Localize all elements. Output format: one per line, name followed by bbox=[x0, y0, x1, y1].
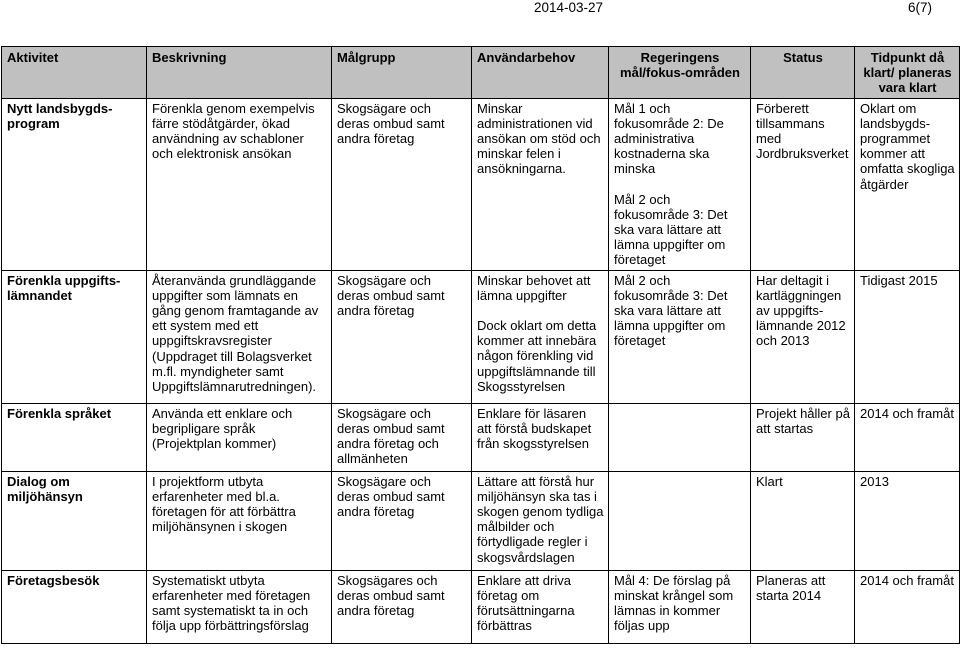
activity-table bbox=[1, 46, 960, 644]
cell-beskrivning: Förenkla genom exempelvis färre stödåtgärder, ökad användning av schabloner och elektronisk ansökan bbox=[147, 98, 332, 270]
cell-malgrupp: Skogsägare och deras ombud samt andra företag och allmänheten bbox=[332, 403, 472, 471]
need-paragraph: Dock oklart om detta kommer att innebära någon förenkling vid uppgiftslämnande till Skogsstyrelsen bbox=[477, 318, 597, 394]
cell-beskrivning: I projektform utbyta erfarenheter med bl.a. företagen för att förbättra miljöhänsynen i skogen bbox=[147, 471, 332, 570]
cell-status: Klart bbox=[751, 471, 855, 570]
cell-anvandarbehov bbox=[472, 270, 609, 403]
cell-aktivitet: Dialog om miljöhänsyn bbox=[2, 471, 147, 570]
cell-tidpunkt: 2014 och framåt bbox=[855, 570, 960, 643]
cell-status: Förberett tillsammans med Jordbruksverket bbox=[751, 98, 855, 270]
column-header-aktivitet: Aktivitet bbox=[2, 47, 147, 99]
table-row bbox=[2, 570, 960, 643]
cell-beskrivning: Systematiskt utbyta erfarenheter med företagen samt systematiskt ta in och följa upp förbättringsförslag bbox=[147, 570, 332, 643]
goal-paragraph: Mål 1 och fokusområde 2: De administrativa kostnaderna ska minska bbox=[614, 100, 724, 177]
cell-malgrupp: Skogsägare och deras ombud samt andra företag bbox=[332, 270, 472, 403]
table-header-row bbox=[2, 47, 960, 99]
column-header-malgrupp: Målgrupp bbox=[332, 47, 472, 99]
cell-status: Planeras att starta 2014 bbox=[751, 570, 855, 643]
cell-tidpunkt: 2013 bbox=[855, 471, 960, 570]
cell-aktivitet: Företagsbesök bbox=[2, 570, 147, 643]
column-header-tidpunkt: Tidpunkt då klart/ planeras vara klart bbox=[855, 47, 960, 99]
table-row bbox=[2, 403, 960, 471]
cell-status: Projekt håller på att startas bbox=[751, 403, 855, 471]
cell-anvandarbehov: Lättare att förstå hur miljöhänsyn ska tas i skogen genom tydliga målbilder och förtydligade regler i skogsvårdslagen bbox=[472, 471, 609, 570]
cell-anvandarbehov: Minskar administrationen vid ansökan om stöd och minskar felen i ansökningarna. bbox=[472, 98, 609, 270]
cell-status: Har deltagit i kartläggningen av uppgifts-lämnande 2012 och 2013 bbox=[751, 270, 855, 403]
cell-aktivitet: Nytt landsbygds- program bbox=[2, 98, 147, 270]
table-row bbox=[2, 471, 960, 570]
cell-beskrivning: Återanvända grundläggande uppgifter som lämnats en gång genom framtagande av ett system med ett uppgiftskravsregister (Uppdraget till Bolagsverket m.fl. myndigheter samt Uppgiftslämnarutredningen). bbox=[147, 270, 332, 403]
cell-regeringens-mal: Mål 4: De förslag på minskat krångel som lämnas in kommer följas upp bbox=[609, 570, 751, 643]
cell-malgrupp: Skogsägare och deras ombud samt andra företag bbox=[332, 98, 472, 270]
cell-aktivitet: Förenkla uppgifts- lämnandet bbox=[2, 270, 147, 403]
cell-regeringens-mal bbox=[609, 403, 751, 471]
cell-aktivitet: Förenkla språket bbox=[2, 403, 147, 471]
cell-beskrivning: Använda ett enklare och begripligare språk (Projektplan kommer) bbox=[147, 403, 332, 471]
table-row bbox=[2, 98, 960, 270]
cell-tidpunkt: Tidigast 2015 bbox=[855, 270, 960, 403]
need-paragraph: Minskar behovet att lämna uppgifter bbox=[477, 272, 591, 303]
column-header-beskrivning: Beskrivning bbox=[147, 47, 332, 99]
document-date: 2014-03-27 bbox=[534, 0, 604, 15]
cell-regeringens-mal: Mål 2 och fokusområde 3: Det ska vara lättare att lämna uppgifter om företaget bbox=[609, 270, 751, 403]
page-number: 6(7) bbox=[908, 0, 933, 15]
goal-paragraph: Mål 2 och fokusområde 3: Det ska vara lättare att lämna uppgifter om företaget bbox=[614, 191, 728, 268]
cell-malgrupp: Skogsägare och deras ombud samt andra företag bbox=[332, 471, 472, 570]
cell-anvandarbehov: Enklare att driva företag om förutsättningarna förbättras bbox=[472, 570, 609, 643]
column-header-status: Status bbox=[751, 47, 855, 99]
cell-tidpunkt: 2014 och framåt bbox=[855, 403, 960, 471]
cell-tidpunkt: Oklart om landsbygds-programmet kommer att omfatta skogliga åtgärder bbox=[855, 98, 960, 270]
column-header-regeringens-mal: Regeringens mål/fokus-områden bbox=[609, 47, 751, 99]
cell-malgrupp: Skogsägares och deras ombud samt andra företag bbox=[332, 570, 472, 643]
column-header-anvandarbehov: Användarbehov bbox=[472, 47, 609, 99]
table-row bbox=[2, 270, 960, 403]
cell-regeringens-mal bbox=[609, 98, 751, 270]
cell-regeringens-mal bbox=[609, 471, 751, 570]
cell-anvandarbehov: Enklare för läsaren att förstå budskapet från skogsstyrelsen bbox=[472, 403, 609, 471]
